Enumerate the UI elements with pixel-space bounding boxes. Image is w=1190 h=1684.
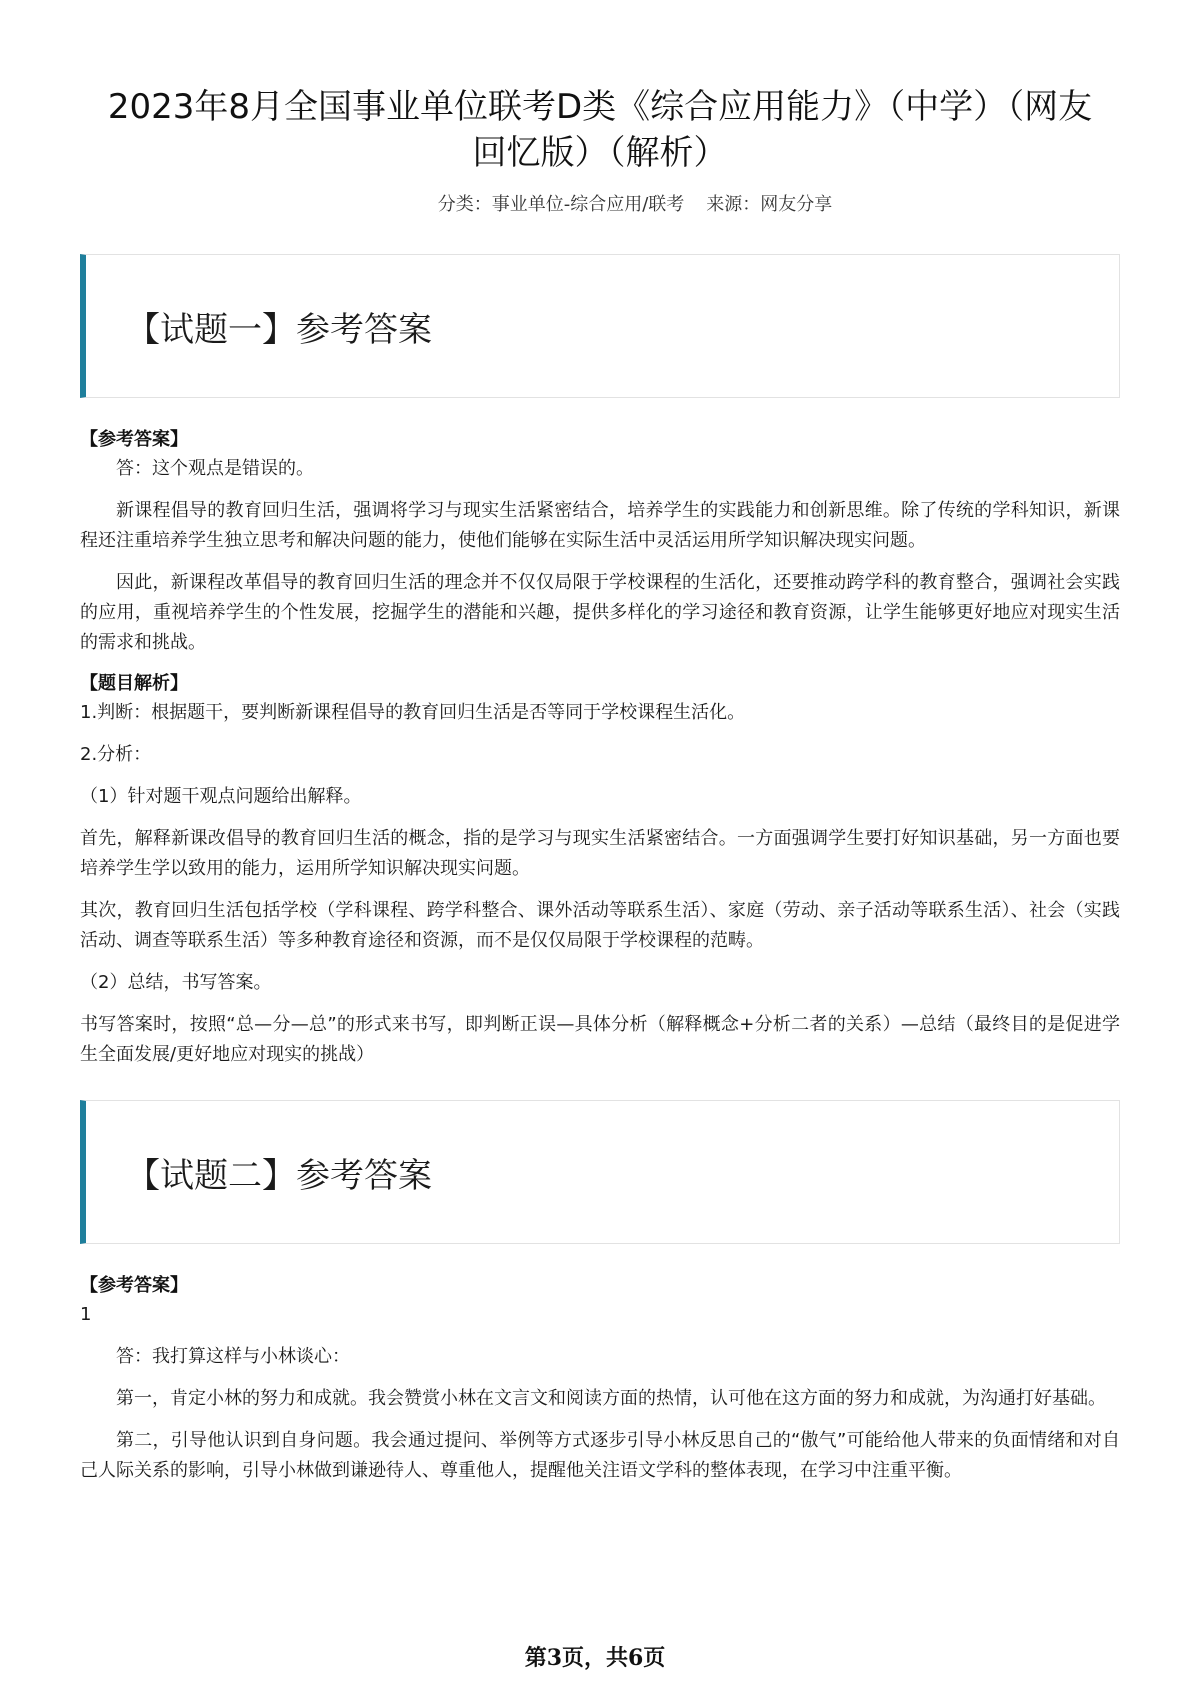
analysis-paragraph: 其次，教育回归生活包括学校（学科课程、跨学科整合、课外活动等联系生活）、家庭（劳动、亲子活动等联系生活）、社会（实践活动、调查等联系生活）等多种教育途径和资源，而不是仅仅局限于学校课程的范畴。 (80, 900, 1120, 951)
page-title: 2023年8月全国事业单位联考D类《综合应用能力》（中学）（网友回忆版）（解析） (107, 87, 1093, 173)
analysis-paragraph: 书写答案时，按照“总—分—总”的形式来书写，即判断正误—具体分析（解释概念+分析二者的关系）—总结（最终目的是促进学生全面发展/更好地应对现实的挑战） (80, 1014, 1120, 1065)
section-1-content (80, 426, 1120, 1070)
category-text: 分类：事业单位-综合应用/联考 (437, 194, 685, 215)
meta-line (80, 192, 1120, 218)
section-heading-1: 【试题一】参考答案 (126, 309, 432, 350)
answer-paragraph: 第一，肯定小林的努力和成就。我会赞赏小林在文言文和阅读方面的热情，认可他在这方面的努力和成就，为沟通打好基础。 (116, 1388, 1106, 1409)
section-heading-box-1 (80, 254, 1120, 398)
answer-label-1: 【参考答案】 (80, 429, 188, 450)
analysis-line: （2）总结，书写答案。 (80, 972, 272, 993)
answer-line: 答：我打算这样与小林谈心： (116, 1346, 350, 1367)
document-page (80, 84, 1120, 1486)
analysis-line: 2.分析： (80, 744, 152, 765)
section-heading-2: 【试题二】参考答案 (126, 1155, 432, 1196)
analysis-label: 【题目解析】 (80, 673, 188, 694)
analysis-line: （1）针对题干观点问题给出解释。 (80, 786, 362, 807)
answer-paragraph: 因此，新课程改革倡导的教育回归生活的理念并不仅仅局限于学校课程的生活化，还要推动跨学科的教育整合，强调社会实践的应用，重视培养学生的个性发展，挖掘学生的潜能和兴趣，提供多样化的学习途径和教育资源，让学生能够更好地应对现实生活的需求和挑战。 (80, 572, 1120, 653)
section-2-content (80, 1272, 1120, 1486)
answer-label-2: 【参考答案】 (80, 1275, 188, 1296)
section-heading-box-2 (80, 1100, 1120, 1244)
answer-number: 1 (80, 1304, 92, 1325)
source-text: 来源：网友分享 (706, 194, 833, 215)
page-number: 第3页，共6页 (524, 1645, 666, 1671)
answer-line: 答：这个观点是错误的。 (116, 458, 314, 479)
answer-paragraph: 第二，引导他认识到自身问题。我会通过提问、举例等方式逐步引导小林反思自己的“傲气”可能给他人带来的负面情绪和对自己人际关系的影响，引导小林做到谦逊待人、尊重他人，提醒他关注语文学科的整体表现，在学习中注重平衡。 (80, 1430, 1120, 1481)
answer-paragraph: 新课程倡导的教育回归生活，强调将学习与现实生活紧密结合，培养学生的实践能力和创新思维。除了传统的学科知识，新课程还注重培养学生独立思考和解决问题的能力，使他们能够在实际生活中灵活运用所学知识解决现实问题。 (80, 500, 1120, 551)
analysis-paragraph: 首先，解释新课改倡导的教育回归生活的概念，指的是学习与现实生活紧密结合。一方面强调学生要打好知识基础，另一方面也要培养学生学以致用的能力，运用所学知识解决现实问题。 (80, 828, 1120, 879)
analysis-line: 1.判断：根据题干，要判断新课程倡导的教育回归生活是否等同于学校课程生活化。 (80, 702, 746, 723)
